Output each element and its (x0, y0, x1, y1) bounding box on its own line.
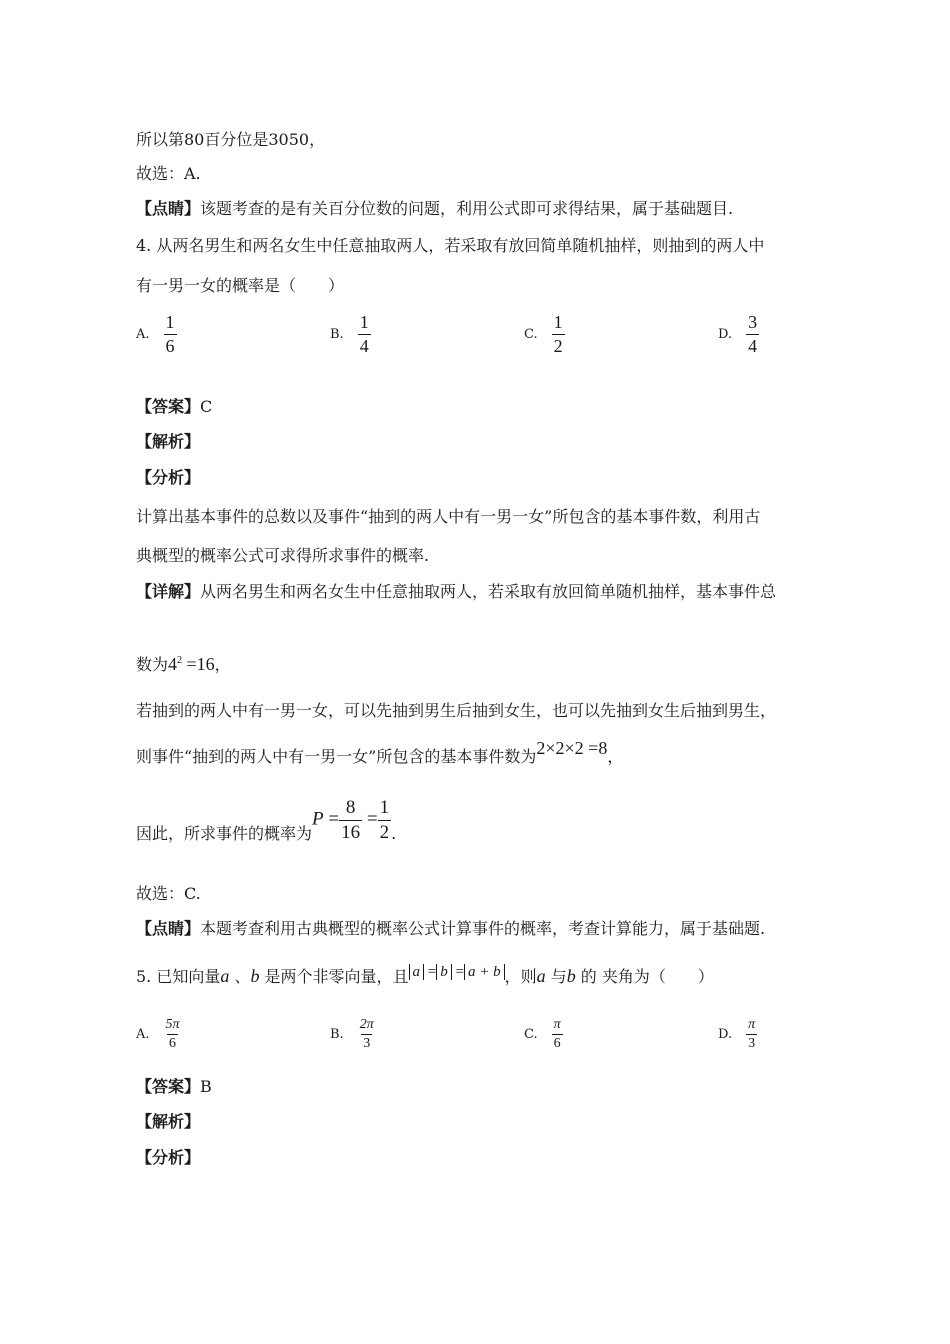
equals: = (362, 808, 378, 830)
option-label: B. (330, 1027, 344, 1043)
denominator: 3 (748, 1036, 756, 1052)
abs-a: a (409, 964, 425, 980)
q5-option-c (524, 1017, 563, 1052)
numerator: 1 (553, 312, 563, 332)
answer: B (200, 1077, 212, 1096)
text: ， (214, 655, 231, 674)
fraction (339, 797, 362, 844)
fraction (358, 1017, 376, 1052)
detail-line (136, 651, 231, 675)
detail-line (136, 797, 396, 844)
q4-option-c (524, 312, 565, 356)
fraction (164, 1017, 182, 1052)
math (312, 797, 391, 844)
equals: = (451, 964, 464, 980)
text-line: 典概型的概率公式可求得所求事件的概率. (136, 546, 430, 565)
question-5-stem (136, 966, 714, 988)
denominator: 6 (553, 1036, 561, 1052)
denominator: 6 (165, 335, 175, 356)
section-heading: 【分析】 (136, 468, 201, 487)
text: 该题考查的是有关百分位数的问题，利用公式即可求得结果，属于基础题目. (200, 199, 734, 218)
section-heading: 【解析】 (136, 432, 201, 451)
vector-b: b (250, 966, 260, 986)
text: ，则 (504, 967, 537, 986)
numerator: 1 (165, 312, 175, 332)
text: 的 夹角为（ ） (575, 967, 714, 986)
numerator: 2π (359, 1017, 374, 1032)
text-line: 计算出基本事件的总数以及事件“抽到的两人中有一男一女”所包含的基本事件数，利用古 (136, 507, 761, 526)
fraction (164, 312, 177, 356)
base: 4 (168, 654, 178, 674)
text: ， (607, 747, 624, 766)
question-4-stem: 有一男一女的概率是（ ） (136, 276, 345, 295)
fraction (378, 797, 392, 844)
math (409, 964, 505, 980)
equals: = (424, 964, 437, 980)
detail-line (136, 738, 624, 767)
section-heading: 【解析】 (136, 1112, 201, 1131)
denominator: 4 (748, 335, 758, 356)
q4-option-a (136, 312, 177, 356)
text-line: 所以第80百分位是3050， (136, 130, 326, 149)
answer-line (136, 397, 212, 417)
numerator: 5π (165, 1017, 180, 1032)
text: 从两名男生和两名女生中任意抽取两人，若采取有放回简单随机抽样，基本事件总 (200, 582, 777, 601)
vector-a: a (220, 966, 230, 986)
denominator: 6 (169, 1036, 177, 1052)
denominator: 2 (379, 821, 390, 843)
option-label: C. (524, 1027, 538, 1043)
text: 本题考查利用古典概型的概率公式计算事件的概率，考查计算能力，属于基础题. (200, 919, 766, 938)
answer-line (136, 1077, 212, 1097)
vector-b: b (566, 966, 576, 986)
option-label: A. (136, 1027, 150, 1043)
q4-option-b (330, 312, 371, 356)
answer: C (200, 397, 213, 416)
detail-line: 若抽到的两人中有一男一女，可以先抽到男生后抽到女生，也可以先抽到女生后抽到男生， (136, 701, 777, 720)
comment-line (136, 919, 765, 939)
tag: 【答案】 (136, 397, 201, 416)
q5-option-d (718, 1017, 757, 1052)
tag: 【答案】 (136, 1077, 201, 1096)
option-label: D. (718, 326, 733, 342)
denominator: 3 (363, 1036, 371, 1052)
text: 则事件“抽到的两人中有一男一女”所包含的基本事件数为 (136, 747, 537, 766)
q4-option-d (718, 312, 759, 356)
tag: 【点睛】 (136, 919, 201, 938)
denominator: 2 (553, 335, 563, 356)
numerator: π (553, 1017, 561, 1032)
vector-a: a (536, 966, 546, 986)
comment-line (136, 199, 733, 219)
denominator: 16 (341, 821, 361, 843)
abs-b: b (436, 964, 452, 980)
variable: P (312, 808, 324, 830)
math (168, 654, 215, 674)
fraction (358, 312, 371, 356)
text: 5. 已知向量 (136, 967, 221, 986)
section-heading: 【分析】 (136, 1148, 201, 1167)
option-label: D. (718, 1027, 733, 1043)
option-label: C. (524, 326, 538, 342)
question-4-stem: 4. 从两名男生和两名女生中任意抽取两人，若采取有放回简单随机抽样，则抽到的两人中 (136, 236, 765, 255)
q5-option-b (330, 1017, 376, 1052)
text: 与 (545, 967, 567, 986)
numerator: 3 (748, 312, 758, 332)
equals: =16 (182, 654, 215, 674)
tag: 【详解】 (136, 582, 201, 601)
numerator: 8 (345, 797, 356, 818)
numerator: 1 (359, 312, 369, 332)
text-line: 故选：A. (136, 164, 201, 183)
option-label: B. (330, 326, 344, 342)
equals: = (323, 808, 340, 830)
text-line: 故选：C. (136, 884, 201, 903)
text: . (391, 824, 397, 844)
denominator: 4 (359, 335, 369, 356)
math: 2×2×2 =8 (536, 738, 608, 758)
text: 因此，所求事件的概率为 (136, 824, 313, 844)
abs-a-plus-b: a + b (464, 964, 505, 980)
text: 是两个非零向量，且 (259, 967, 409, 986)
q5-option-a (136, 1017, 182, 1052)
fraction (746, 312, 759, 356)
numerator: π (748, 1017, 756, 1032)
text: 、 (229, 967, 251, 986)
fraction (746, 1017, 757, 1052)
fraction (552, 1017, 563, 1052)
option-label: A. (136, 326, 150, 342)
fraction (552, 312, 565, 356)
numerator: 1 (379, 797, 390, 818)
tag: 【点睛】 (136, 199, 201, 218)
exponent: 2 (177, 655, 183, 666)
detail-line (136, 582, 776, 602)
text: 数为 (136, 655, 169, 674)
